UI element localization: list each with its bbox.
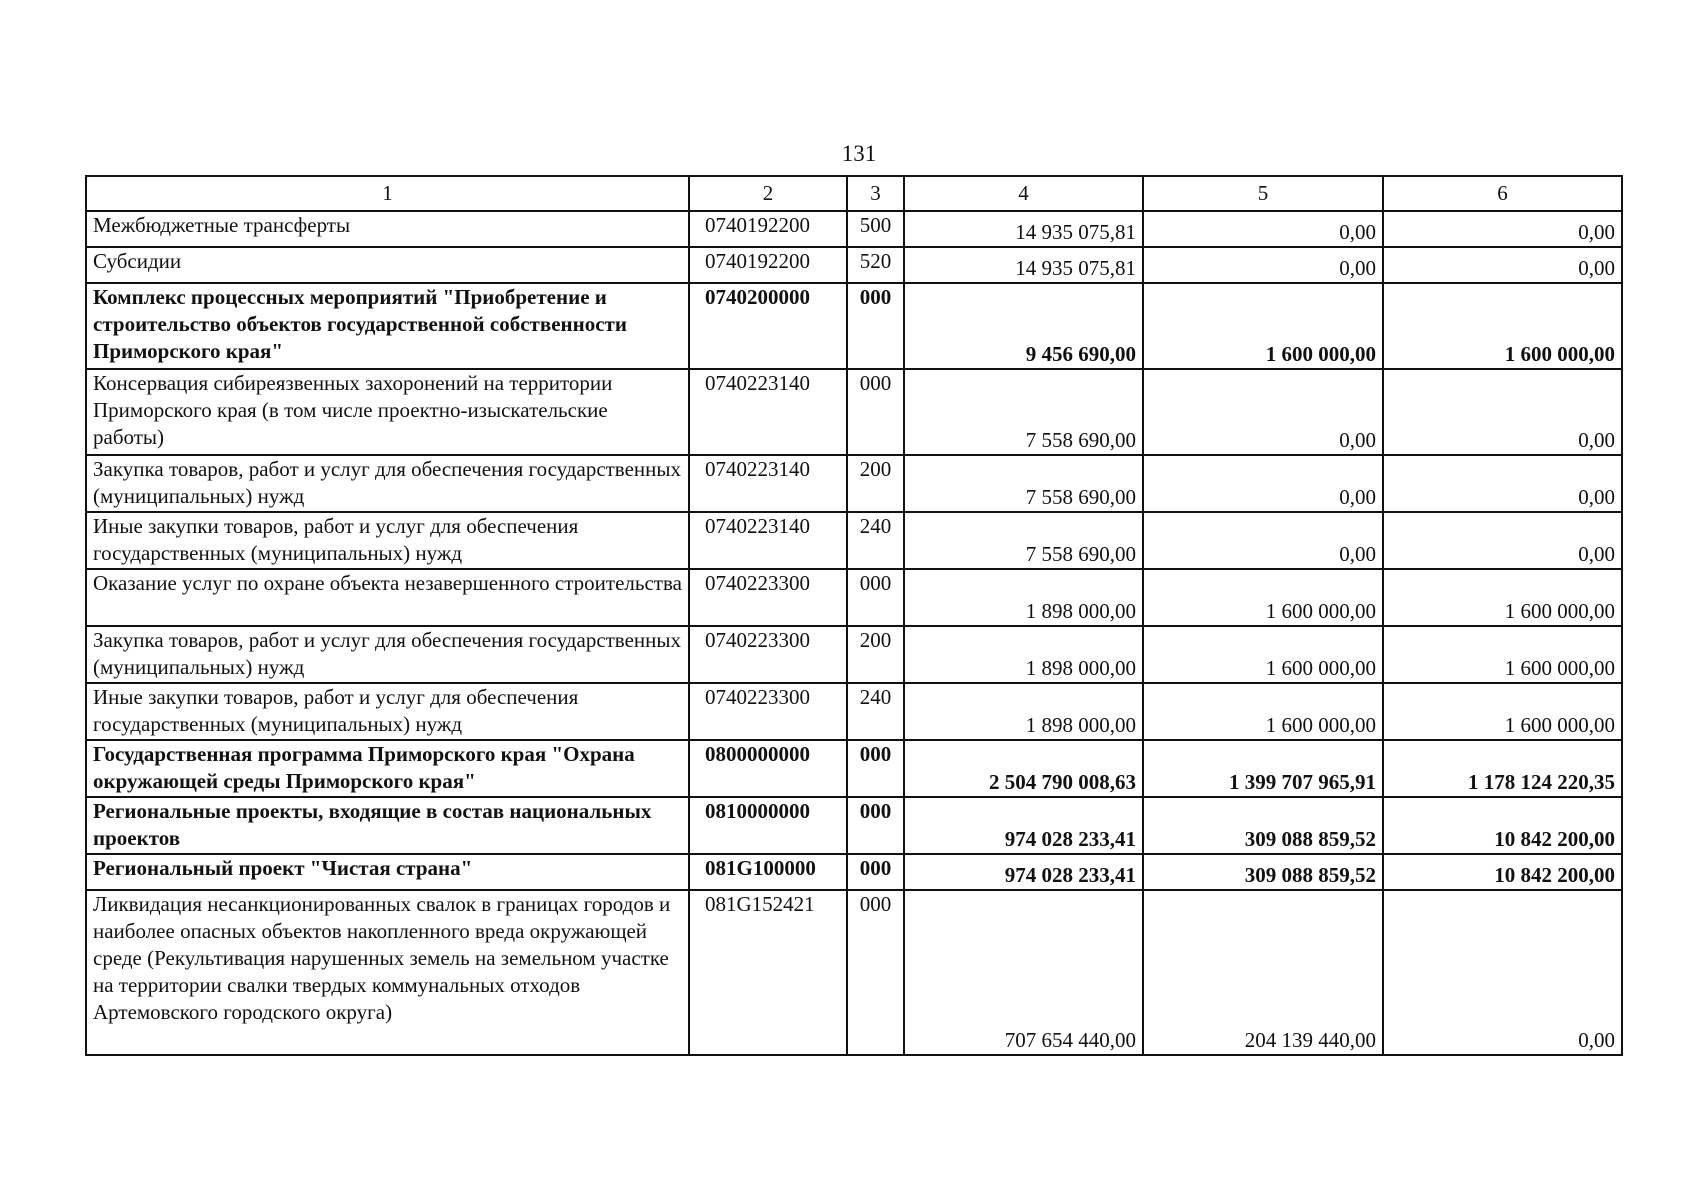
row-type-cell: 500: [847, 211, 904, 247]
row-code-cell: 0740223300: [689, 569, 847, 626]
table-row: [86, 740, 1622, 797]
row-value-col5: 204 139 440,00: [1143, 890, 1383, 1055]
row-name-cell: Региональные проекты, входящие в состав национальных проектов: [86, 797, 689, 854]
row-code-cell: 0740192200: [689, 247, 847, 283]
row-value-col4: 1 898 000,00: [904, 569, 1143, 626]
row-value-col6: 1 178 124 220,35: [1383, 740, 1622, 797]
row-value-col6: 10 842 200,00: [1383, 854, 1622, 890]
row-value-col5: 1 600 000,00: [1143, 283, 1383, 369]
row-value-col4: 1 898 000,00: [904, 626, 1143, 683]
budget-table: [85, 175, 1623, 1056]
row-value-col4: 2 504 790 008,63: [904, 740, 1143, 797]
row-code-cell: 0740223140: [689, 455, 847, 512]
table-row: [86, 211, 1622, 247]
row-value-col5: 1 600 000,00: [1143, 569, 1383, 626]
row-name-cell: Иные закупки товаров, работ и услуг для обеспечения государственных (муниципальных) нужд: [86, 683, 689, 740]
row-name-cell: Региональный проект "Чистая страна": [86, 854, 689, 890]
row-value-col5: 0,00: [1143, 211, 1383, 247]
row-type-cell: 240: [847, 683, 904, 740]
table-row: [86, 683, 1622, 740]
row-value-col6: 1 600 000,00: [1383, 626, 1622, 683]
row-value-col4: 14 935 075,81: [904, 211, 1143, 247]
row-value-col5: 309 088 859,52: [1143, 797, 1383, 854]
header-cell: 2: [689, 176, 847, 211]
row-value-col5: 309 088 859,52: [1143, 854, 1383, 890]
row-type-cell: 000: [847, 283, 904, 369]
table-row: [86, 854, 1622, 890]
row-value-col6: 0,00: [1383, 512, 1622, 569]
row-value-col4: 7 558 690,00: [904, 369, 1143, 455]
row-value-col6: 1 600 000,00: [1383, 569, 1622, 626]
table-row: [86, 569, 1622, 626]
row-value-col4: 7 558 690,00: [904, 455, 1143, 512]
row-value-col6: 0,00: [1383, 890, 1622, 1055]
row-name-cell: Комплекс процессных мероприятий "Приобретение и строительство объектов государственной собственности Приморского края": [86, 283, 689, 369]
table-row: [86, 512, 1622, 569]
row-value-col5: 0,00: [1143, 455, 1383, 512]
row-value-col4: 974 028 233,41: [904, 854, 1143, 890]
row-value-col5: 1 399 707 965,91: [1143, 740, 1383, 797]
row-name-cell: Оказание услуг по охране объекта незавершенного строительства: [86, 569, 689, 626]
header-cell: 4: [904, 176, 1143, 211]
row-value-col4: 9 456 690,00: [904, 283, 1143, 369]
row-type-cell: 000: [847, 890, 904, 1055]
row-value-col4: 974 028 233,41: [904, 797, 1143, 854]
page-number: 131: [841, 141, 877, 166]
row-value-col5: 0,00: [1143, 247, 1383, 283]
header-cell: 6: [1383, 176, 1622, 211]
row-name-cell: Субсидии: [86, 247, 689, 283]
row-type-cell: 200: [847, 626, 904, 683]
header-cell: 3: [847, 176, 904, 211]
row-code-cell: 081G100000: [689, 854, 847, 890]
row-code-cell: 0800000000: [689, 740, 847, 797]
row-type-cell: 520: [847, 247, 904, 283]
row-type-cell: 000: [847, 569, 904, 626]
row-name-cell: Иные закупки товаров, работ и услуг для обеспечения государственных (муниципальных) нужд: [86, 512, 689, 569]
row-name-cell: Межбюджетные трансферты: [86, 211, 689, 247]
row-type-cell: 000: [847, 369, 904, 455]
table-row: [86, 797, 1622, 854]
row-name-cell: Ликвидация несанкционированных свалок в границах городов и наиболее опасных объектов накопленного вреда окружающей среде (Рекультивация нарушенных земель на земельном участке на территории свалки твердых коммунальных отходов Артемовского городского округа): [86, 890, 689, 1055]
row-code-cell: 0740192200: [689, 211, 847, 247]
header-cell: 1: [86, 176, 689, 211]
row-code-cell: 081G152421: [689, 890, 847, 1055]
row-code-cell: 0740223140: [689, 512, 847, 569]
row-value-col5: 1 600 000,00: [1143, 626, 1383, 683]
row-value-col5: 0,00: [1143, 369, 1383, 455]
row-value-col6: 1 600 000,00: [1383, 683, 1622, 740]
row-name-cell: Закупка товаров, работ и услуг для обеспечения государственных (муниципальных) нужд: [86, 455, 689, 512]
row-name-cell: Консервация сибиреязвенных захоронений на территории Приморского края (в том числе проектно-изыскательские работы): [86, 369, 689, 455]
row-name-cell: Закупка товаров, работ и услуг для обеспечения государственных (муниципальных) нужд: [86, 626, 689, 683]
table-row: [86, 626, 1622, 683]
row-value-col6: 0,00: [1383, 247, 1622, 283]
row-value-col4: 7 558 690,00: [904, 512, 1143, 569]
row-value-col5: 0,00: [1143, 512, 1383, 569]
budget-table-body: [86, 176, 1622, 1055]
row-type-cell: 000: [847, 797, 904, 854]
row-type-cell: 000: [847, 854, 904, 890]
row-type-cell: 200: [847, 455, 904, 512]
row-type-cell: 240: [847, 512, 904, 569]
table-row: [86, 455, 1622, 512]
row-value-col4: 14 935 075,81: [904, 247, 1143, 283]
row-value-col6: 0,00: [1383, 455, 1622, 512]
row-value-col6: 0,00: [1383, 369, 1622, 455]
row-value-col5: 1 600 000,00: [1143, 683, 1383, 740]
row-name-cell: Государственная программа Приморского края "Охрана окружающей среды Приморского края": [86, 740, 689, 797]
row-code-cell: 0740223300: [689, 683, 847, 740]
table-row: [86, 369, 1622, 455]
row-value-col4: 707 654 440,00: [904, 890, 1143, 1055]
table-row: [86, 890, 1622, 1055]
row-code-cell: 0740223300: [689, 626, 847, 683]
row-type-cell: 000: [847, 740, 904, 797]
row-value-col6: 1 600 000,00: [1383, 283, 1622, 369]
row-value-col6: 10 842 200,00: [1383, 797, 1622, 854]
row-value-col4: 1 898 000,00: [904, 683, 1143, 740]
table-row: [86, 283, 1622, 369]
row-code-cell: 0740223140: [689, 369, 847, 455]
header-cell: 5: [1143, 176, 1383, 211]
row-value-col6: 0,00: [1383, 211, 1622, 247]
row-code-cell: 0740200000: [689, 283, 847, 369]
row-code-cell: 0810000000: [689, 797, 847, 854]
table-row: [86, 247, 1622, 283]
header-row: [86, 176, 1622, 211]
